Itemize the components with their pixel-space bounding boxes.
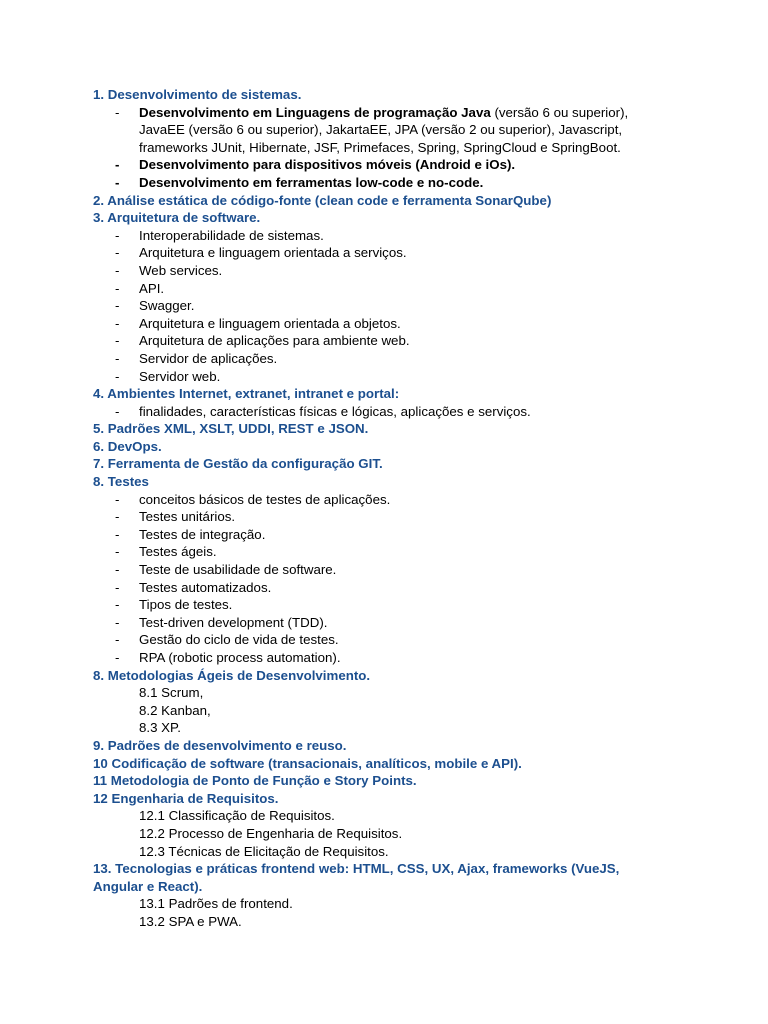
list-item-text: Swagger.	[139, 298, 195, 314]
bullet-marker: -	[115, 509, 120, 525]
list-item-text: conceitos básicos de testes de aplicações.	[139, 491, 391, 507]
list-item-text: Testes ágeis.	[139, 544, 217, 560]
list-item	[93, 315, 693, 333]
list-item	[93, 579, 693, 597]
list-item	[93, 368, 693, 386]
section-heading: 9. Padrões de desenvolvimento e reuso.	[93, 737, 347, 753]
list-item	[93, 280, 693, 298]
section-heading: 7. Ferramenta de Gestão da configuração GIT.	[93, 456, 383, 472]
bullet-marker: -	[115, 650, 120, 665]
section-heading: 12 Engenharia de Requisitos.	[93, 790, 279, 806]
list-item	[93, 614, 693, 632]
list-item	[93, 561, 693, 579]
section-heading: 1. Desenvolvimento de sistemas.	[93, 87, 302, 102]
sub-item: 8.1 Scrum,	[139, 685, 204, 701]
bullet-marker: -	[115, 403, 120, 419]
bullet-marker: -	[115, 544, 120, 560]
bullet-marker: -	[115, 491, 120, 507]
bullet-marker: -	[115, 350, 120, 366]
section-heading: 8. Testes	[93, 474, 149, 490]
section-heading: 11 Metodologia de Ponto de Função e Story Points.	[93, 773, 417, 789]
sub-item: 8.3 XP.	[139, 720, 181, 736]
sub-item: 12.2 Processo de Engenharia de Requisitos.	[139, 825, 403, 841]
bullet-marker: -	[115, 280, 120, 296]
list-item	[93, 297, 693, 315]
list-item	[93, 508, 693, 526]
list-item	[93, 350, 693, 368]
list-item-text: RPA (robotic process automation).	[139, 650, 341, 665]
section-heading: 2. Análise estática de código-fonte (clean code e ferramenta SonarQube)	[93, 192, 552, 208]
bullet-marker: -	[115, 104, 120, 120]
bullet-marker: -	[115, 227, 120, 243]
section-heading: 6. DevOps.	[93, 438, 162, 454]
list-item	[93, 543, 693, 561]
sub-item: 8.2 Kanban,	[139, 702, 211, 718]
bullet-marker: -	[115, 614, 120, 630]
list-item	[93, 403, 693, 421]
section-heading: 10 Codificação de software (transacionais, analíticos, mobile e API).	[93, 755, 522, 771]
list-item	[93, 244, 693, 262]
list-item	[93, 631, 693, 649]
list-item	[93, 491, 693, 509]
section-heading: 13. Tecnologias e práticas frontend web: HTML, CSS, UX, Ajax, frameworks (VueJS,	[93, 861, 620, 877]
bullet-marker: -	[115, 597, 120, 613]
list-item-text: API.	[139, 280, 165, 296]
list-item-text: Web services.	[139, 262, 223, 278]
sub-item: 13.2 SPA e PWA.	[139, 913, 242, 929]
list-item-text: Servidor web.	[139, 368, 221, 384]
list-item-text: Gestão do ciclo de vida de testes.	[139, 632, 339, 648]
sub-item: 12.1 Classificação de Requisitos.	[139, 808, 335, 824]
bullet-marker: -	[115, 368, 120, 384]
list-item	[93, 174, 693, 192]
list-item	[93, 262, 693, 280]
section-heading-continuation: Angular e React).	[93, 878, 203, 894]
list-item-text: Interoperabilidade de sistemas.	[139, 227, 324, 243]
list-item-text: Servidor de aplicações.	[139, 350, 278, 366]
list-item-text: Desenvolvimento em ferramentas low-code e no-code.	[139, 174, 484, 190]
list-item-text: Arquitetura e linguagem orientada a serviços.	[139, 245, 407, 261]
bullet-marker: -	[115, 632, 120, 648]
list-item-text: Testes unitários.	[139, 509, 236, 525]
list-item	[93, 227, 693, 245]
list-item	[93, 156, 693, 174]
section-heading: 4. Ambientes Internet, extranet, intranet e portal:	[93, 386, 400, 402]
bullet-marker: -	[115, 262, 120, 278]
list-item-text: Tipos de testes.	[139, 597, 233, 613]
bullet-marker: -	[115, 174, 120, 190]
list-item	[93, 526, 693, 544]
list-item-text: Testes de integração.	[139, 526, 266, 542]
list-item-text: Arquitetura e linguagem orientada a objetos.	[139, 315, 401, 331]
document-body	[93, 86, 693, 931]
bullet-marker: -	[115, 245, 120, 261]
section-heading: 8. Metodologias Ágeis de Desenvolvimento.	[93, 667, 371, 683]
list-item	[93, 649, 693, 667]
bullet-marker: -	[115, 315, 120, 331]
list-item-text: Test-driven development (TDD).	[139, 614, 328, 630]
list-item-text: Teste de usabilidade de software.	[139, 562, 337, 578]
list-item-text: (versão 6 ou superior),	[490, 104, 629, 120]
sub-item: 12.3 Técnicas de Elicitação de Requisitos.	[139, 843, 389, 859]
list-item-bold-text: Desenvolvimento em Linguagens de programação Java	[139, 104, 491, 120]
list-item-text: Arquitetura de aplicações para ambiente web.	[139, 333, 410, 349]
list-item-continuation: frameworks JUnit, Hibernate, JSF, Primefaces, Spring, SpringCloud e SpringBoot.	[139, 139, 621, 155]
list-item-text: Testes automatizados.	[139, 579, 272, 595]
bullet-marker: -	[115, 333, 120, 349]
bullet-marker: -	[115, 298, 120, 314]
list-item	[93, 332, 693, 350]
list-item	[93, 104, 693, 122]
list-item-text: Desenvolvimento para dispositivos móveis (Android e iOs).	[139, 157, 516, 173]
section-heading: 3. Arquitetura de software.	[93, 210, 261, 226]
list-item	[93, 596, 693, 614]
list-item-text: finalidades, características físicas e lógicas, aplicações e serviços.	[139, 403, 531, 419]
bullet-marker: -	[115, 157, 120, 173]
section-heading: 5. Padrões XML, XSLT, UDDI, REST e JSON.	[93, 421, 369, 437]
sub-item: 13.1 Padrões de frontend.	[139, 896, 293, 912]
bullet-marker: -	[115, 526, 120, 542]
bullet-marker: -	[115, 562, 120, 578]
bullet-marker: -	[115, 579, 120, 595]
list-item-continuation: JavaEE (versão 6 ou superior), JakartaEE, JPA (versão 2 ou superior), Javascript,	[139, 122, 623, 138]
